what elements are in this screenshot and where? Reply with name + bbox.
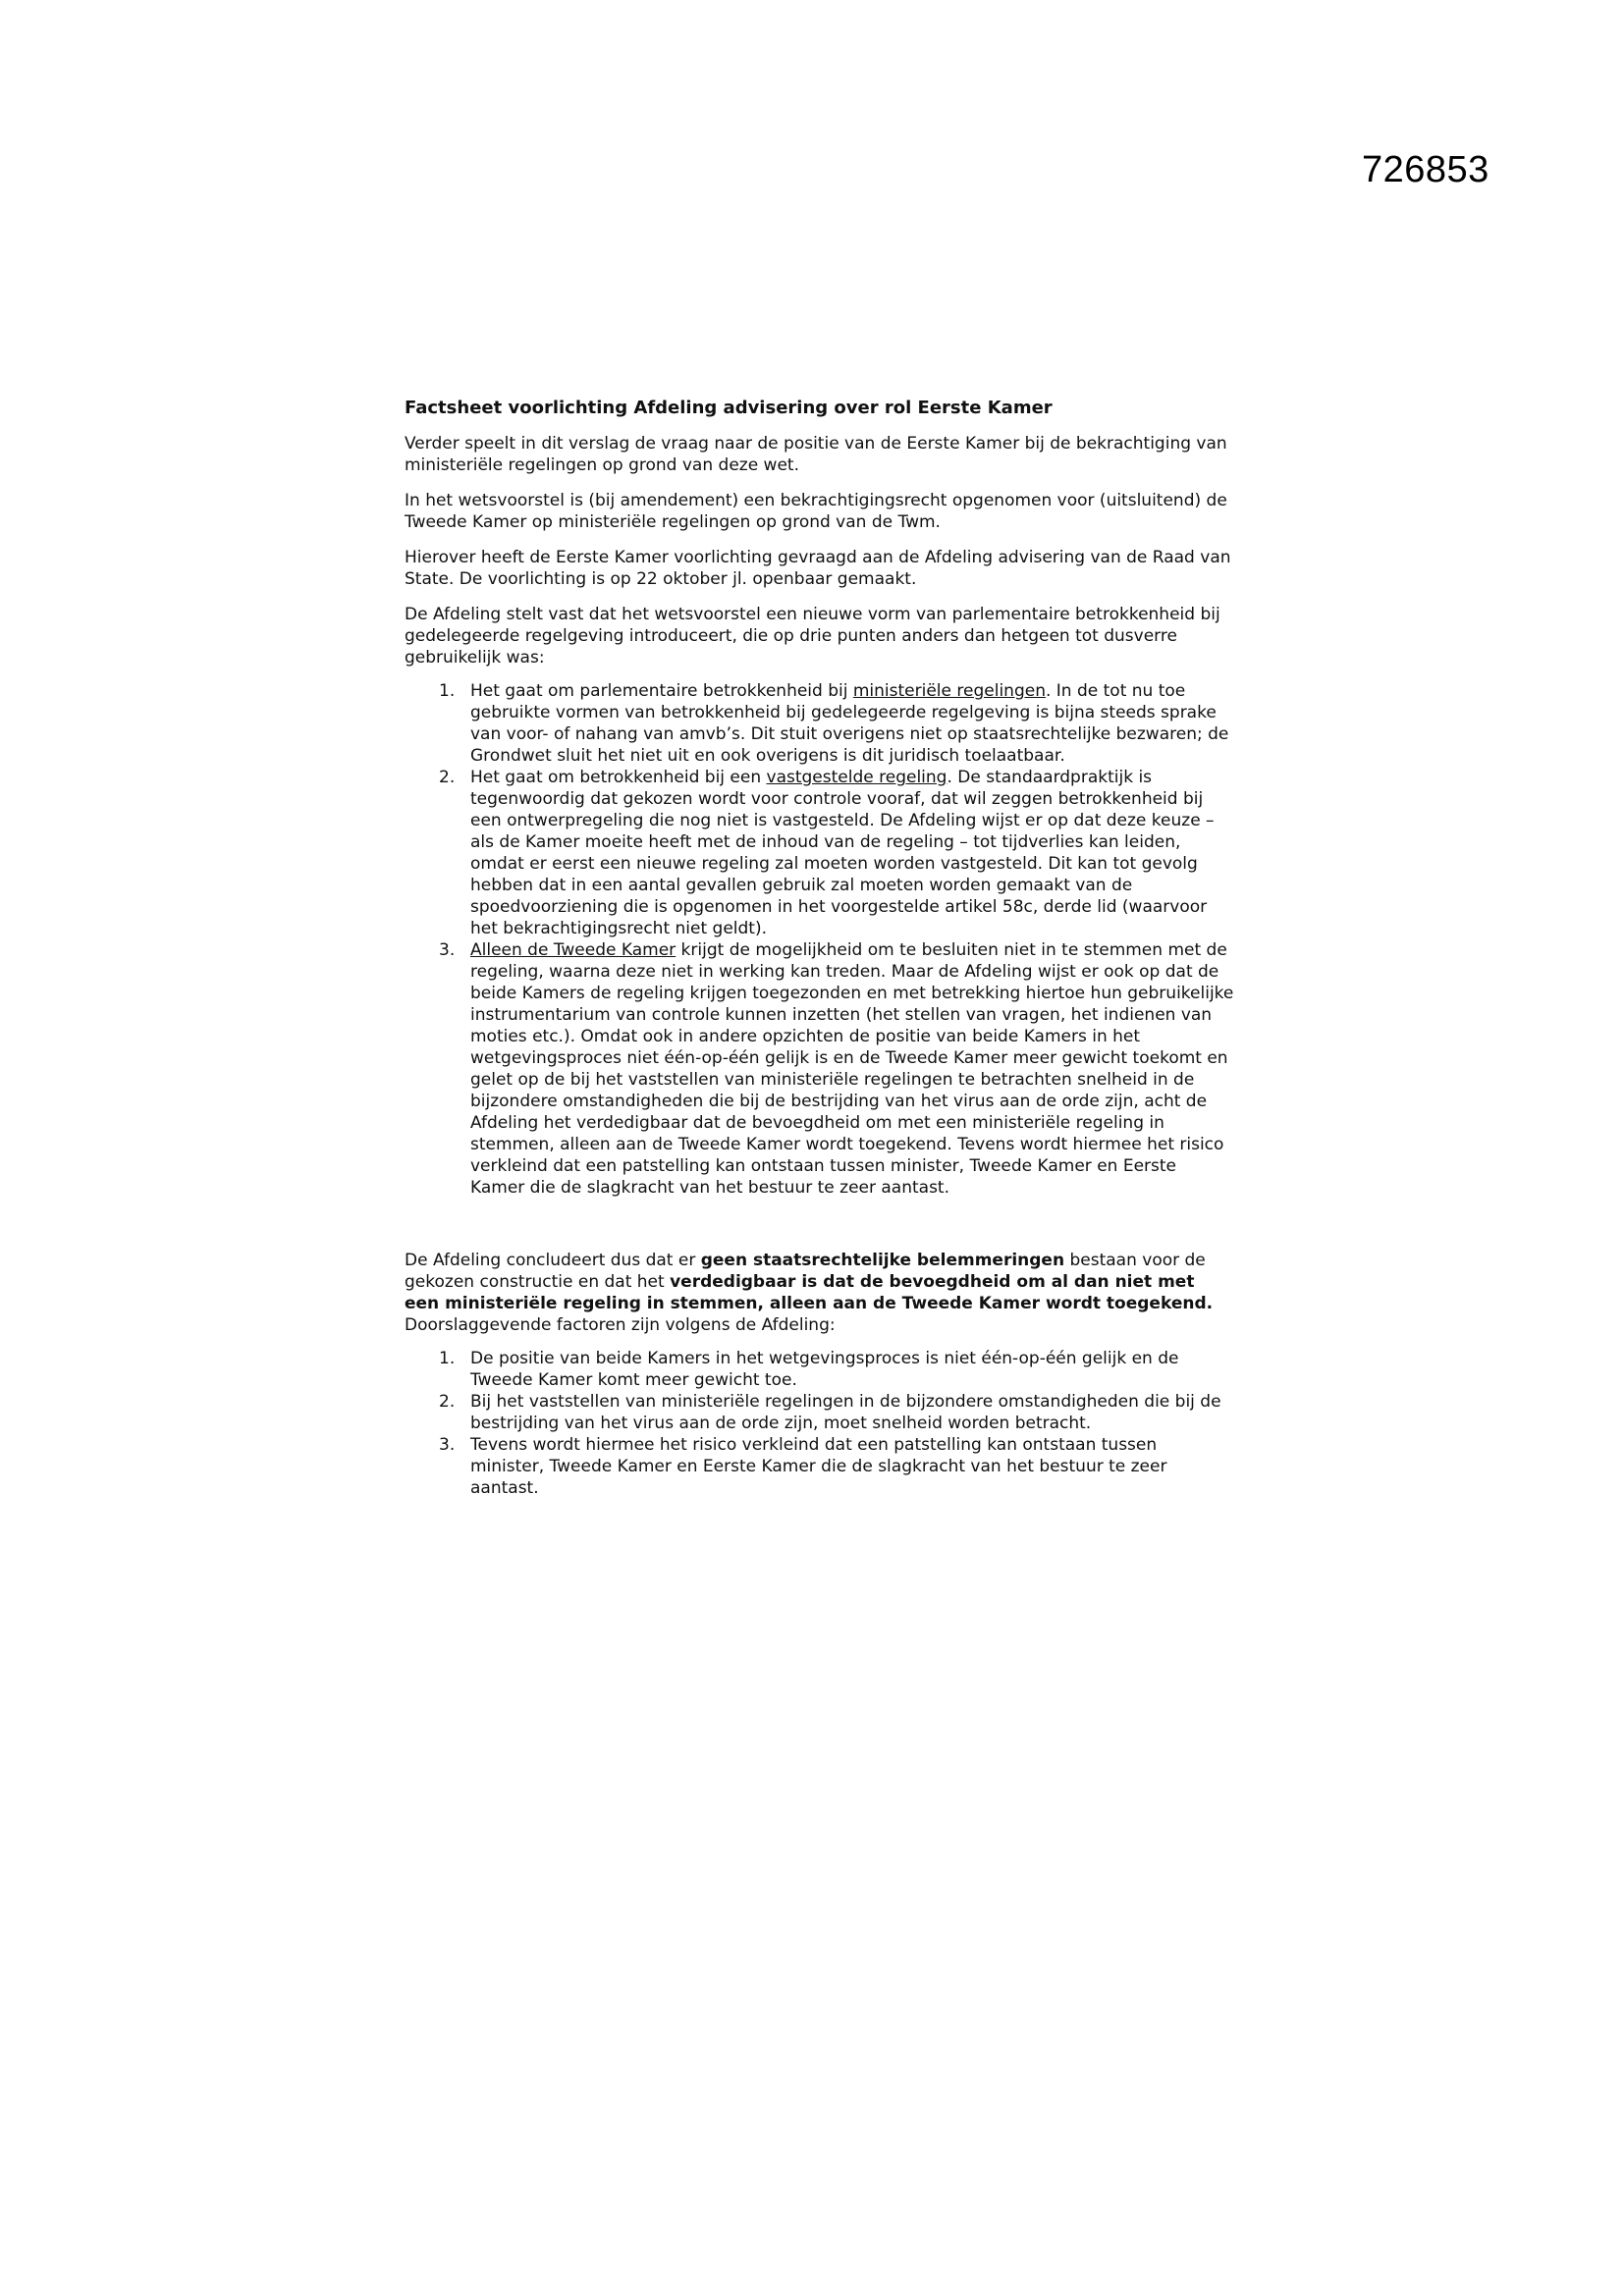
list-item-text-post: . De standaardpraktijk is tegenwoordig dat gekozen wordt voor controle vooraf, dat wil zeggen betrokkenheid bij een ontwerpregeling die nog niet is vastgesteld. De Afdeling wijst er op dat deze keuze – als de Kamer moeite heeft met de inhoud van de regeling – tot tijdverlies kan leiden, omdat er eerst een nieuwe regeling zal moeten worden vastgesteld. Dit kan tot gevolg hebben dat in een aantal gevallen gebruik zal moeten worden gemaakt van de spoedvoorziening die is opgenomen in het voorgestelde artikel 58c, derde lid (waarvoor het bekrachtigingsrecht niet geldt). xyxy=(470,768,1215,938)
list-item-underlined: ministeriële regelingen xyxy=(852,681,1046,701)
list-item xyxy=(405,939,1234,1199)
list-item xyxy=(405,680,1234,767)
list-number: 1. xyxy=(439,681,456,701)
list-item-text: Bij het vaststellen van ministeriële regelingen in de bijzondere omstandigheden die bij de bestrijding van het virus aan de orde zijn, moet snelheid worden betracht. xyxy=(470,1392,1221,1433)
conclusion-text: Doorslaggevende factoren zijn volgens de Afdeling: xyxy=(405,1315,836,1335)
list-item-text: Tevens wordt hiermee het risico verkleind dat een patstelling kan ontstaan tussen minister, Tweede Kamer en Eerste Kamer die de slagkracht van het bestuur te zeer aantast. xyxy=(470,1435,1167,1498)
list-item-underlined: vastgestelde regeling xyxy=(766,768,947,787)
list-item-text-pre: Het gaat om betrokkenheid bij een xyxy=(470,768,767,787)
paragraph: Hierover heeft de Eerste Kamer voorlichting gevraagd aan de Afdeling advisering van de Raad van State. De voorlichting is op 22 oktober jl. openbaar gemaakt. xyxy=(405,548,1231,589)
list-item xyxy=(405,767,1234,939)
list-item-text-post: krijgt de mogelijkheid om te besluiten niet in te stemmen met de regeling, waarna deze niet in werking kan treden. Maar de Afdeling wijst er ook op dat de beide Kamers de regeling krijgen toegezonden en met betrekking hiertoe hun gebruikelijke instrumentarium van controle kunnen inzetten (het stellen van vragen, het indienen van moties etc.). Omdat ook in andere opzichten de positie van beide Kamers in het wetgevingsproces niet één-op-één gelijk is en de Tweede Kamer meer gewicht toekomt en gelet op de bij het vaststellen van ministeriële regelingen te betrachten snelheid in de bijzondere omstandigheden die bij de bestrijding van het virus aan de orde zijn, acht de Afdeling het verdedigbaar dat de bevoegdheid om met een ministeriële regeling in stemmen, alleen aan de Tweede Kamer wordt toegekend. Tevens wordt hiermee het risico verkleind dat een patstelling kan ontstaan tussen minister, Tweede Kamer en Eerste Kamer die de slagkracht van het bestuur te zeer aantast. xyxy=(470,940,1234,1198)
factors-list xyxy=(405,1348,1234,1499)
list-item-text: De positie van beide Kamers in het wetgevingsproces is niet één-op-één gelijk en de Tweede Kamer komt meer gewicht toe. xyxy=(470,1349,1179,1390)
list-number: 2. xyxy=(439,768,456,787)
section-spacer xyxy=(405,1199,1234,1250)
paragraph: In het wetsvoorstel is (bij amendement) een bekrachtigingsrecht opgenomen voor (uitsluitend) de Tweede Kamer op ministeriële regelingen op grond van de Twm. xyxy=(405,491,1227,532)
list-number: 1. xyxy=(439,1349,456,1368)
document-body xyxy=(405,398,1234,1499)
list-item xyxy=(405,1348,1234,1391)
conclusion-bold: geen staatsrechtelijke belemmeringen xyxy=(700,1251,1065,1270)
document-title: Factsheet voorlichting Afdeling advisering over rol Eerste Kamer xyxy=(405,398,1053,418)
list-item xyxy=(405,1391,1234,1434)
conclusion-paragraph xyxy=(405,1250,1234,1336)
findings-list xyxy=(405,680,1234,1199)
list-item-text-pre: Het gaat om parlementaire betrokkenheid bij xyxy=(470,681,853,701)
conclusion-text: bestaan voor de gekozen constructie en dat het xyxy=(405,1251,1206,1292)
conclusion-bold: verdedigbaar is dat de bevoegdheid om al dan niet met een ministeriële regeling in stemmen, alleen aan de Tweede Kamer wordt toegekend. xyxy=(405,1272,1214,1313)
list-item-underlined: Alleen de Tweede Kamer xyxy=(470,940,677,960)
document-number: 726853 xyxy=(1362,149,1489,190)
paragraph: Verder speelt in dit verslag de vraag naar de positie van de Eerste Kamer bij de bekrachtiging van ministeriële regelingen op grond van deze wet. xyxy=(405,434,1227,475)
list-number: 3. xyxy=(439,1435,456,1455)
list-number: 3. xyxy=(439,940,456,960)
paragraph: De Afdeling stelt vast dat het wetsvoorstel een nieuwe vorm van parlementaire betrokkenheid bij gedelegeerde regelgeving introduceert, die op drie punten anders dan hetgeen tot dusverre gebruikelijk was: xyxy=(405,605,1220,667)
list-item xyxy=(405,1434,1234,1499)
list-number: 2. xyxy=(439,1392,456,1412)
conclusion-text: De Afdeling concludeert dus dat er xyxy=(405,1251,701,1270)
list-item-text-post: . In de tot nu toe gebruikte vormen van betrokkenheid bij gedelegeerde regelgeving is bijna steeds sprake van voor- of nahang van amvb’s. Dit stuit overigens niet op staatsrechtelijke bezwaren; de Grondwet sluit het niet uit en ook overigens is dit juridisch toelaatbaar. xyxy=(470,681,1229,766)
